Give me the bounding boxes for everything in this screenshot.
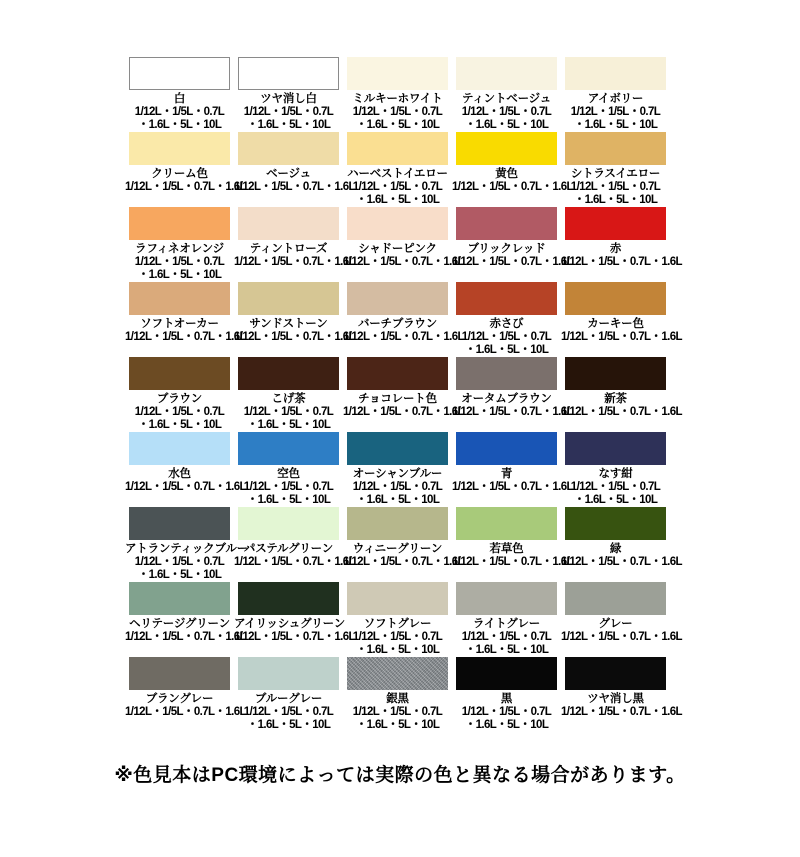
color-swatch [129, 432, 230, 465]
color-sizes [234, 406, 343, 432]
color-cell [343, 132, 452, 207]
color-name: シャドーピンク [358, 243, 437, 255]
color-swatch [456, 582, 557, 615]
color-swatch [347, 357, 448, 390]
color-cell [452, 357, 573, 432]
color-name: カーキー色 [587, 318, 644, 330]
color-swatch [347, 132, 448, 165]
color-sizes [343, 556, 464, 569]
color-sizes [452, 406, 573, 419]
color-cell [343, 207, 464, 282]
color-sizes [234, 106, 343, 132]
size-line: 1/12L・1/5L・0.7L [134, 256, 225, 268]
color-name: オータムブラウン [461, 393, 552, 405]
color-sizes [234, 256, 355, 269]
color-name: オーシャンブルー [352, 468, 443, 480]
color-swatch [347, 582, 448, 615]
color-sizes [125, 556, 234, 582]
size-line: 1/12L・1/5L・0.7L [461, 106, 552, 118]
color-swatch [347, 57, 448, 90]
color-name: 赤さび [489, 318, 524, 330]
color-sizes [234, 181, 355, 194]
color-sizes [234, 481, 343, 507]
size-line: ・1.6L・5L・10L [246, 719, 331, 731]
color-name: ヘリテージグリーン [129, 618, 230, 630]
color-cell [561, 132, 670, 207]
color-sizes [125, 481, 246, 494]
size-line: ・1.6L・5L・10L [573, 494, 658, 506]
size-line: ・1.6L・5L・10L [355, 719, 440, 731]
size-line: 1/12L・1/5L・0.7L [352, 481, 443, 493]
size-line: ・1.6L・5L・10L [137, 119, 222, 131]
color-swatch [347, 282, 448, 315]
color-sizes [343, 106, 452, 132]
color-cell [234, 657, 343, 732]
color-sizes [125, 706, 246, 719]
size-line: 1/12L・1/5L・0.7L [461, 631, 552, 643]
color-cell [125, 357, 234, 432]
size-line: 1/12L・1/5L・0.7L・1.6L [125, 706, 246, 718]
size-line: 1/12L・1/5L・0.7L・1.6L [452, 181, 573, 193]
color-swatch [456, 357, 557, 390]
color-cell [452, 432, 573, 507]
size-line: 1/12L・1/5L・0.7L・1.6L [234, 556, 355, 568]
color-name: グレー [598, 618, 633, 630]
color-swatch [565, 657, 666, 690]
color-sizes [343, 181, 452, 207]
color-cell [452, 207, 573, 282]
color-name: チョコレート色 [358, 393, 437, 405]
color-name: ツヤ消し白 [260, 93, 317, 105]
color-name: ウィニーグリーン [352, 543, 443, 555]
color-sizes [561, 481, 670, 507]
color-sizes [452, 481, 573, 494]
color-name: アイボリー [587, 93, 644, 105]
color-sizes [125, 406, 234, 432]
color-name: 銀黒 [386, 693, 409, 705]
size-line: ・1.6L・5L・10L [355, 494, 440, 506]
color-sizes [234, 556, 355, 569]
color-name: ソフトオーカー [140, 318, 219, 330]
color-sizes [343, 481, 452, 507]
color-sizes [561, 406, 682, 419]
color-swatch [456, 432, 557, 465]
color-swatch [238, 282, 339, 315]
color-name: 青 [500, 468, 513, 480]
color-cell [452, 582, 561, 657]
color-swatch [565, 57, 666, 90]
color-cell [343, 507, 464, 582]
color-sizes [234, 706, 343, 732]
color-name: アイリッシュグリーン [234, 618, 346, 630]
color-name: ツヤ消し黒 [587, 693, 644, 705]
color-sizes [125, 631, 246, 644]
color-sample-grid [125, 57, 800, 732]
color-swatch [238, 57, 339, 90]
color-cell [343, 57, 452, 132]
color-cell [234, 432, 343, 507]
color-sizes [452, 106, 561, 132]
color-cell [125, 207, 234, 282]
size-line: ・1.6L・5L・10L [355, 644, 440, 656]
color-cell [343, 357, 464, 432]
color-sizes [452, 331, 561, 357]
color-name: 黄色 [495, 168, 518, 180]
color-cell [343, 432, 452, 507]
size-line: ・1.6L・5L・10L [573, 194, 658, 206]
color-swatch [456, 657, 557, 690]
size-line: 1/12L・1/5L・0.7L・1.6L [452, 481, 573, 493]
color-cell [561, 357, 682, 432]
color-swatch [129, 657, 230, 690]
color-cell [561, 432, 670, 507]
color-name: 新茶 [604, 393, 627, 405]
color-sizes [125, 256, 234, 282]
color-swatch [238, 357, 339, 390]
color-swatch [238, 657, 339, 690]
color-cell [452, 507, 573, 582]
color-sizes [452, 256, 573, 269]
size-line: 1/12L・1/5L・0.7L・1.6L [125, 331, 246, 343]
color-name: 黒 [500, 693, 513, 705]
color-swatch [456, 282, 557, 315]
color-sizes [561, 556, 682, 569]
size-line: ・1.6L・5L・10L [355, 119, 440, 131]
size-line: 1/12L・1/5L・0.7L・1.6L [343, 556, 464, 568]
color-cell [125, 282, 246, 357]
size-line: 1/12L・1/5L・0.7L [134, 106, 225, 118]
size-line: 1/12L・1/5L・0.7L [352, 181, 443, 193]
color-cell [561, 57, 670, 132]
color-cell [561, 282, 682, 357]
color-name: なす紺 [598, 468, 633, 480]
color-swatch [129, 357, 230, 390]
color-cell [452, 57, 561, 132]
size-line: 1/12L・1/5L・0.7L・1.6L [234, 181, 355, 193]
color-swatch [456, 207, 557, 240]
color-sizes [343, 406, 464, 419]
color-swatch [565, 582, 666, 615]
color-cell [125, 657, 246, 732]
color-cell [452, 657, 561, 732]
color-swatch [129, 582, 230, 615]
color-swatch [347, 432, 448, 465]
color-name: ブルーグレー [254, 693, 323, 705]
size-line: 1/12L・1/5L・0.7L [243, 706, 334, 718]
color-name: シトラスイエロー [570, 168, 661, 180]
color-swatch [347, 507, 448, 540]
size-line: ・1.6L・5L・10L [464, 344, 549, 356]
color-swatch [129, 57, 230, 90]
size-line: 1/12L・1/5L・0.7L・1.6L [561, 256, 682, 268]
size-line: 1/12L・1/5L・0.7L [134, 406, 225, 418]
size-line: 1/12L・1/5L・0.7L・1.6L [234, 331, 355, 343]
color-name: ブリックレッド [467, 243, 546, 255]
color-swatch [347, 207, 448, 240]
size-line: 1/12L・1/5L・0.7L・1.6L [125, 631, 246, 643]
size-line: 1/12L・1/5L・0.7L・1.6L [343, 331, 464, 343]
color-sizes [125, 181, 246, 194]
color-sizes [343, 331, 464, 344]
color-sizes [125, 106, 234, 132]
size-line: 1/12L・1/5L・0.7L [570, 106, 661, 118]
color-cell [561, 207, 682, 282]
color-swatch [565, 432, 666, 465]
color-sizes [561, 106, 670, 132]
color-name: ベージュ [266, 168, 311, 180]
color-name: ティントローズ [249, 243, 328, 255]
color-cell [234, 357, 343, 432]
color-name: ライトグレー [472, 618, 541, 630]
size-line: ・1.6L・5L・10L [355, 194, 440, 206]
size-line: 1/12L・1/5L・0.7L [570, 181, 661, 193]
size-line: 1/12L・1/5L・0.7L・1.6L [343, 256, 464, 268]
size-line: 1/12L・1/5L・0.7L・1.6L [234, 256, 355, 268]
color-name: バーチブラウン [357, 318, 438, 330]
color-cell [125, 57, 234, 132]
color-sizes [561, 181, 670, 207]
color-name: 空色 [277, 468, 300, 480]
size-line: 1/12L・1/5L・0.7L [243, 481, 334, 493]
color-name: ハーベストイエロー [347, 168, 448, 180]
size-line: ・1.6L・5L・10L [464, 719, 549, 731]
size-line: 1/12L・1/5L・0.7L [461, 706, 552, 718]
color-cell [561, 657, 682, 732]
color-name: ブラングレー [145, 693, 214, 705]
color-swatch [238, 207, 339, 240]
size-line: 1/12L・1/5L・0.7L・1.6L [452, 556, 573, 568]
size-line: 1/12L・1/5L・0.7L・1.6L [452, 256, 573, 268]
size-line: 1/12L・1/5L・0.7L・1.6L [561, 331, 682, 343]
color-swatch [565, 507, 666, 540]
color-sizes [452, 181, 573, 194]
color-name: サンドストーン [249, 318, 328, 330]
size-line: 1/12L・1/5L・0.7L [570, 481, 661, 493]
size-line: 1/12L・1/5L・0.7L [352, 631, 443, 643]
color-swatch [565, 207, 666, 240]
color-swatch [238, 432, 339, 465]
color-name: アトランティックブルー [125, 543, 248, 555]
color-cell [234, 57, 343, 132]
color-sizes [234, 631, 355, 644]
color-name: ティントベージュ [461, 93, 552, 105]
color-sizes [452, 556, 573, 569]
color-swatch [456, 132, 557, 165]
color-name: 白 [173, 93, 186, 105]
color-swatch [565, 357, 666, 390]
color-cell [343, 657, 452, 732]
size-line: ・1.6L・5L・10L [137, 419, 222, 431]
size-line: ・1.6L・5L・10L [246, 119, 331, 131]
size-line: 1/12L・1/5L・0.7L・1.6L [452, 406, 573, 418]
color-name: こげ茶 [271, 393, 306, 405]
color-sizes [343, 631, 452, 657]
color-name: ソフトグレー [363, 618, 432, 630]
color-cell [561, 582, 682, 657]
size-line: 1/12L・1/5L・0.7L・1.6L [125, 181, 246, 193]
color-sizes [234, 331, 355, 344]
color-swatch [456, 507, 557, 540]
color-cell [125, 432, 246, 507]
color-swatch [456, 57, 557, 90]
size-line: 1/12L・1/5L・0.7L [134, 556, 225, 568]
color-sizes [343, 706, 452, 732]
color-name: 緑 [609, 543, 622, 555]
color-sizes [452, 631, 561, 657]
size-line: 1/12L・1/5L・0.7L・1.6L [561, 631, 682, 643]
color-sizes [561, 256, 682, 269]
color-name: ミルキーホワイト [352, 93, 443, 105]
size-line: ・1.6L・5L・10L [137, 569, 222, 581]
color-name: ラフィネオレンジ [135, 243, 224, 255]
color-swatch [238, 132, 339, 165]
size-line: ・1.6L・5L・10L [246, 419, 331, 431]
size-line: 1/12L・1/5L・0.7L [243, 106, 334, 118]
size-line: ・1.6L・5L・10L [137, 269, 222, 281]
color-cell [125, 582, 246, 657]
color-cell [561, 507, 682, 582]
color-swatch [238, 507, 339, 540]
size-line: 1/12L・1/5L・0.7L・1.6L [343, 406, 464, 418]
color-cell [125, 132, 246, 207]
color-swatch [565, 282, 666, 315]
color-disclaimer-note: ※色見本はPC環境によっては実際の色と異なる場合があります。 [114, 765, 686, 786]
color-cell [234, 507, 355, 582]
size-line: 1/12L・1/5L・0.7L・1.6L [561, 706, 682, 718]
color-swatch [129, 282, 230, 315]
size-line: ・1.6L・5L・10L [464, 119, 549, 131]
color-sizes [125, 331, 246, 344]
size-line: 1/12L・1/5L・0.7L [243, 406, 334, 418]
color-name: パステルグリーン [243, 543, 334, 555]
color-cell [452, 132, 573, 207]
color-name: クリーム色 [151, 168, 208, 180]
size-line: 1/12L・1/5L・0.7L [352, 706, 443, 718]
color-swatch [129, 207, 230, 240]
color-cell [125, 507, 248, 582]
color-swatch [565, 132, 666, 165]
color-name: 水色 [168, 468, 191, 480]
size-line: 1/12L・1/5L・0.7L・1.6L [234, 631, 355, 643]
color-cell [343, 282, 464, 357]
size-line: 1/12L・1/5L・0.7L・1.6L [561, 556, 682, 568]
color-cell [234, 282, 355, 357]
size-line: ・1.6L・5L・10L [573, 119, 658, 131]
color-swatch [238, 582, 339, 615]
size-line: 1/12L・1/5L・0.7L・1.6L [561, 406, 682, 418]
color-cell [343, 582, 452, 657]
color-name: ブラウン [156, 393, 203, 405]
color-name: 若草色 [489, 543, 524, 555]
color-swatch [347, 657, 448, 690]
color-cell [452, 282, 561, 357]
color-sizes [561, 331, 682, 344]
color-swatch [129, 507, 230, 540]
size-line: ・1.6L・5L・10L [246, 494, 331, 506]
color-sizes [561, 706, 682, 719]
color-sizes [561, 631, 682, 644]
size-line: ・1.6L・5L・10L [464, 644, 549, 656]
size-line: 1/12L・1/5L・0.7L [352, 106, 443, 118]
color-cell [234, 582, 355, 657]
color-swatch [129, 132, 230, 165]
color-sizes [452, 706, 561, 732]
color-cell [234, 207, 355, 282]
color-name: 赤 [609, 243, 622, 255]
size-line: 1/12L・1/5L・0.7L [461, 331, 552, 343]
size-line: 1/12L・1/5L・0.7L・1.6L [125, 481, 246, 493]
color-cell [234, 132, 355, 207]
color-sizes [343, 256, 464, 269]
